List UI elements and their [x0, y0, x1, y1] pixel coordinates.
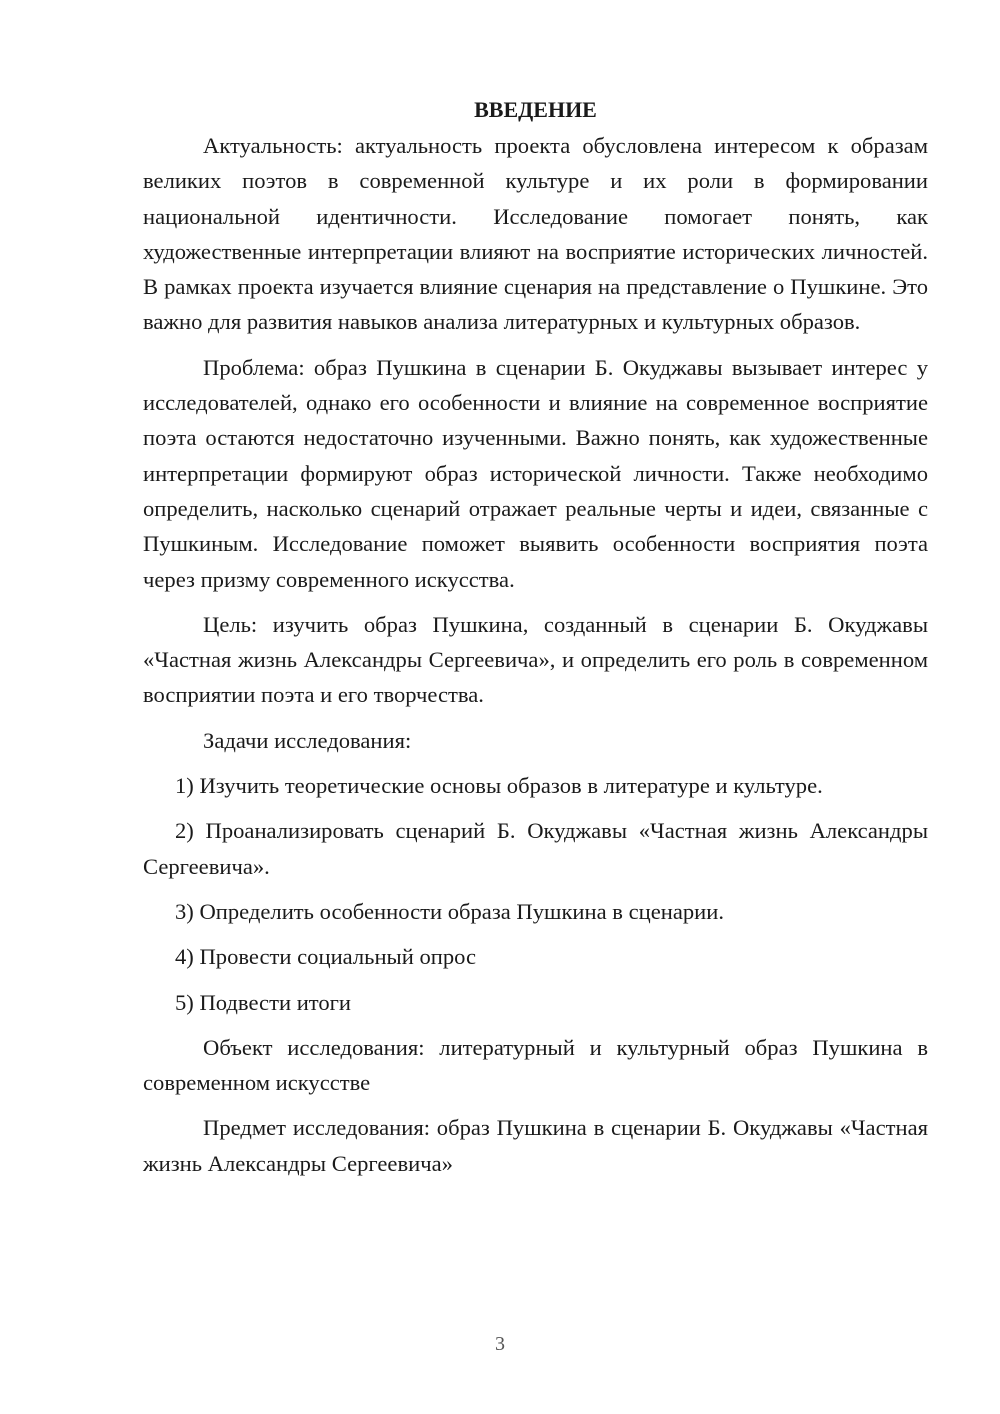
task-item-2: 2) Проанализировать сценарий Б. Окуджавы «Частная жизнь Александры Сергеевича».	[143, 818, 928, 879]
task-item-1: 1) Изучить теоретические основы образов в литературе и культуре.	[175, 773, 823, 799]
research-object-paragraph: Объект исследования: литературный и культурный образ Пушкина в современном искусстве	[143, 1034, 928, 1096]
task-item-5: 5) Подвести итоги	[175, 989, 352, 1015]
relevance-paragraph: Актуальность: актуальность проекта обусловлена интересом к образам великих поэтов в современной культуре и их роли в формировании национальной идентичности. Исследование помогает понять, как художественные интерпретации влияют на восприятие исторических личностей. В рамках проекта изучается влияние сценария на представление о Пушкине. Это важно для развития навыков анализа литературных и культурных образов.	[143, 133, 928, 335]
task-item-4: 4) Провести социальный опрос	[175, 944, 477, 970]
research-subject-paragraph: Предмет исследования: образ Пушкина в сценарии Б. Окуджавы «Частная жизнь Александры Сергеевича»	[143, 1115, 928, 1176]
page-number: 3	[495, 1333, 505, 1355]
task-item-3: 3) Определить особенности образа Пушкина в сценарии.	[175, 898, 724, 924]
tasks-heading: Задачи исследования:	[203, 727, 412, 753]
goal-paragraph: Цель: изучить образ Пушкина, созданный в сценарии Б. Окуджавы «Частная жизнь Александры Сергеевича», и определить его роль в современном восприятии поэта и его творчества.	[143, 611, 928, 708]
document-page	[143, 92, 928, 1191]
problem-paragraph: Проблема: образ Пушкина в сценарии Б. Окуджавы вызывает интерес у исследователей, однако его особенности и влияние на современное восприятие поэта остаются недостаточно изученными. Важно понять, как художественные интерпретации формируют образ исторической личности. Также необходимо определить, насколько сценарий отражает реальные черты и идеи, связанные с Пушкиным. Исследование поможет выявить особенности восприятия поэта через призму современного искусства.	[143, 354, 928, 592]
section-heading: ВВЕДЕНИЕ	[474, 97, 597, 122]
